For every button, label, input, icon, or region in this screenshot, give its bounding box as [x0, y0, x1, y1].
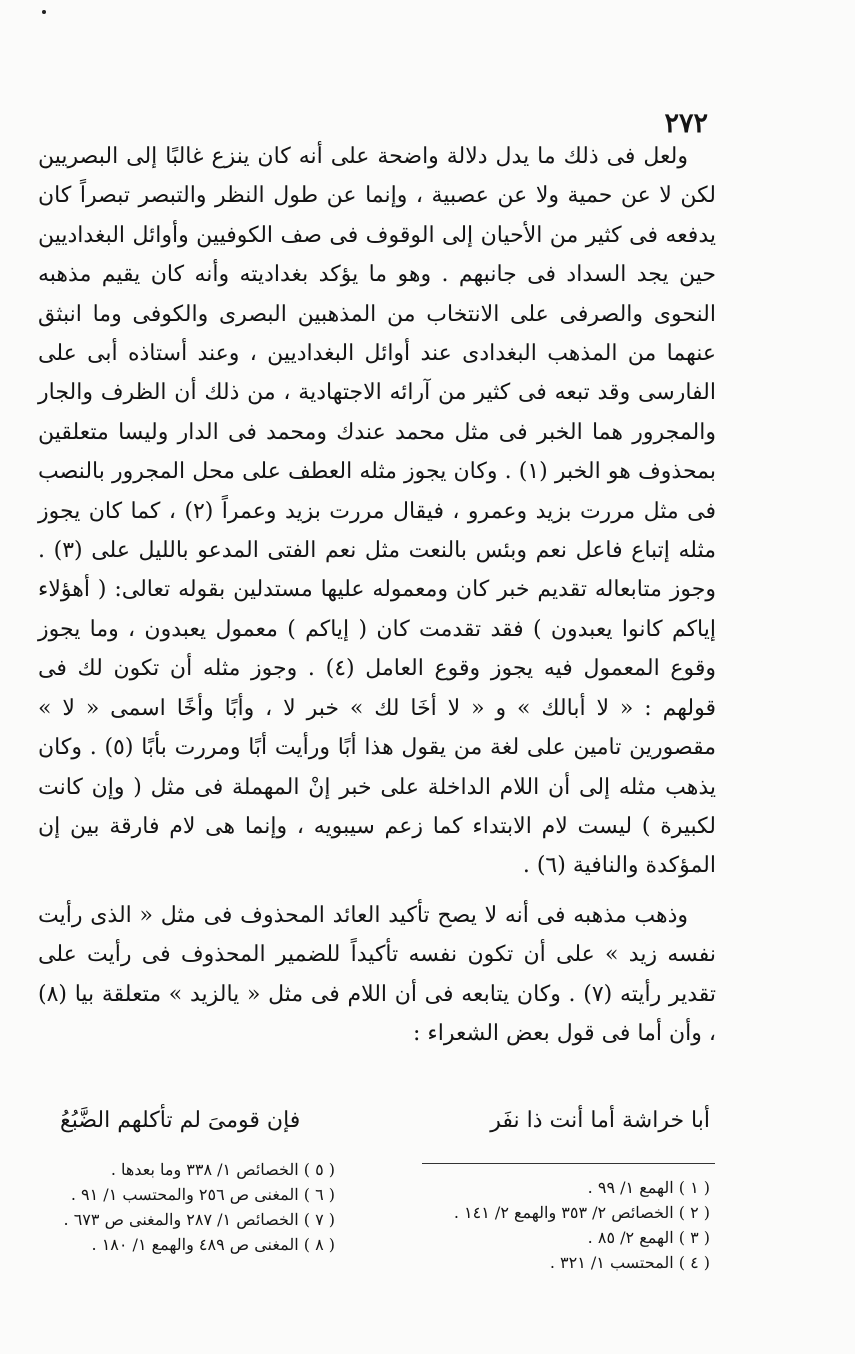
footnotes-right-column — [420, 1175, 710, 1275]
footnotes-left-column — [45, 1157, 335, 1257]
page-speck — [42, 10, 46, 14]
footnote-7: ( ٧ ) الخصائص ١/ ٢٨٧ والمغنى ص ٦٧٣ . — [63, 1210, 335, 1229]
verse-first-hemistich: أبا خراشة أما أنت ذا نفَر — [490, 1108, 710, 1133]
verse-second-hemistich: فإن قومىَ لم تأكلهم الضَّبُعُ — [60, 1108, 301, 1133]
footnote-6: ( ٦ ) المغنى ص ٢٥٦ والمحتسب ١/ ٩١ . — [70, 1185, 335, 1204]
footnote-8: ( ٨ ) المغنى ص ٤٨٩ والهمع ١/ ١٨٠ . — [91, 1235, 335, 1254]
footnote-4: ( ٤ ) المحتسب ١/ ٣٢١ . — [549, 1253, 710, 1272]
footnote-separator — [422, 1163, 715, 1164]
paragraph-1: ولعل فى ذلك ما يدل دلالة واضحة على أنه كان ينزع غالبًا إلى البصريين لكن لا عن حمية ولا عن عصبية ، وإنما عن طول النظر والتبصر تبصراً كان يدفعه فى كثير من الأحيان إلى الوقوف فى صف الكوفيين وأوائل البغداديين حين يجد السداد فى جانبهم . وهو ما يؤكد بغداديته وأنه كان يقيم مذهبه النحوى والصرفى على الانتخاب من المذهبين البصرى والكوفى وما انبثق عنهما من المذهب البغدادى عند أوائل البغداديين ، وعند أستاذه أبى على الفارسى وقد تبعه فى كثير من آرائه الاجتهادية ، من ذلك أن الظرف والجار والمجرور هما الخبر فى مثل محمد عندك ومحمد فى الدار وليسا متعلقين بمحذوف هو الخبر (١) . وكان يجوز مثله العطف على محل المجرور بالنصب فى مثل مررت بزيد وعمرو ، فيقال مررت بزيد وعمراً (٢) ، كما كان يجوز مثله إتباع فاعل نعم وبئس بالنعت مثل نعم الفتى المدعو بالليل على (٣) . وجوز متابعاله تقديم خبر كان ومعموله عليها مستدلين بقوله تعالى: ( أهؤلاء إياكم كانوا يعبدون ) فقد تقدمت كان ( إياكم ) معمول يعبدون ، وما يجوز وقوع المعمول فيه يجوز وقوع العامل (٤) . وجوز مثله أن تكون لك فى قولهم : « لا أبالك » و « لا أخَا لك » خبر لا ، وأبًا وأخًا اسمى « لا » مقصورين تامين على لغة من يقول هذا أبًا ورأيت أبًا ومررت بأبًا (٥) . وكان يذهب مثله إلى أن اللام الداخلة على خبر إنْ المهملة فى مثل ( وإن كانت لكبيرة ) ليست لام الابتداء كما زعم سيبويه ، وإنما هى لام فارقة بين إن المؤكدة والنافية (٦) . — [38, 144, 717, 879]
footnote-5: ( ٥ ) الخصائص ١/ ٣٣٨ وما بعدها . — [110, 1160, 335, 1179]
main-text — [38, 137, 716, 1053]
page-number: ٢٧٢ — [664, 108, 708, 139]
footnote-1: ( ١ ) الهمع ١/ ٩٩ . — [587, 1178, 710, 1197]
footnote-3: ( ٣ ) الهمع ٢/ ٨٥ . — [587, 1228, 710, 1247]
poetry-verse — [60, 1105, 710, 1137]
paragraph-2: وذهب مذهبه فى أنه لا يصح تأكيد العائد المحذوف فى مثل « الذى رأيت نفسه زيد » على أن تكون نفسه تأكيداً للضمير المحذوف فى رأيت على تقدير رأيته (٧) . وكان يتابعه فى أن اللام فى مثل « يالزيد » متعلقة بيا (٨) ، وأن أما فى قول بعض الشعراء : — [38, 902, 716, 1046]
footnote-2: ( ٢ ) الخصائص ٢/ ٣٥٣ والهمع ٢/ ١٤١ . — [453, 1203, 710, 1222]
